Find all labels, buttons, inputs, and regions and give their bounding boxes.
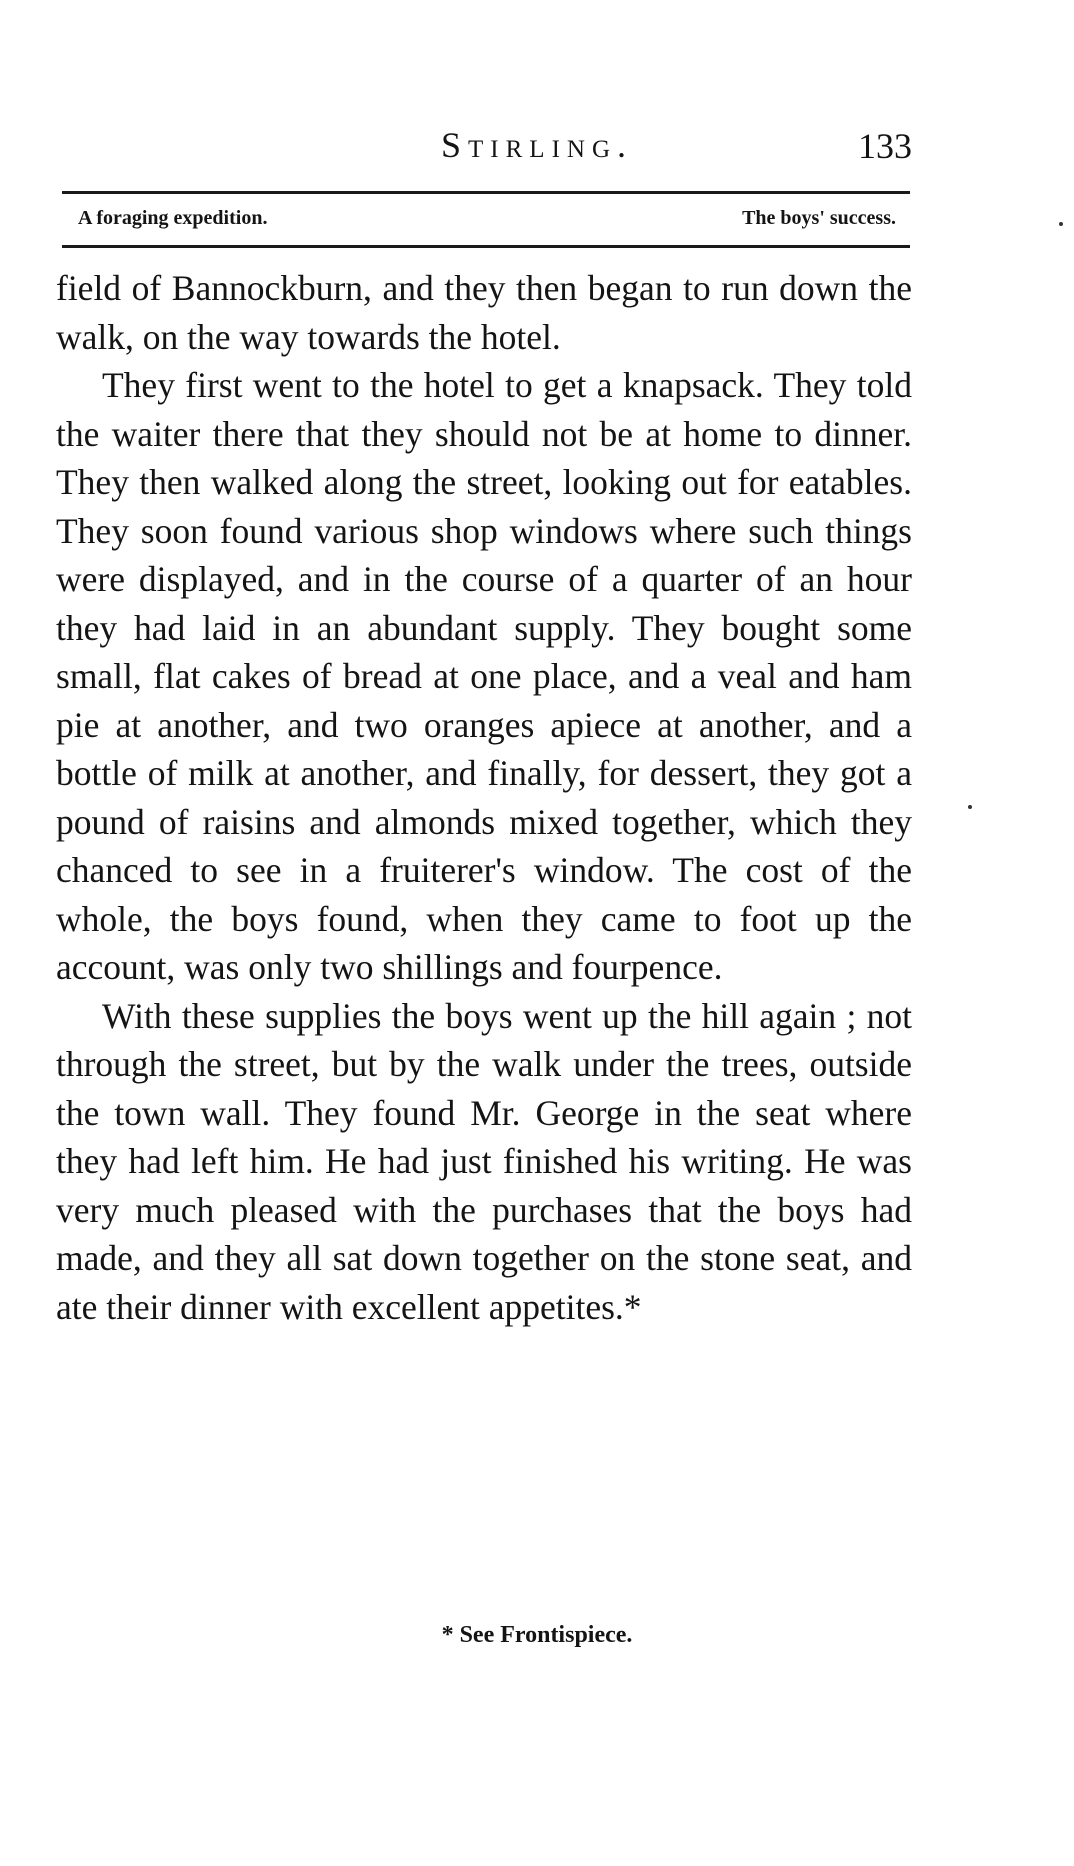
paragraph-continued: field of Bannockburn, and they then began to run down the walk, on the way towards the hotel.	[56, 268, 912, 357]
footnote: * See Frontispiece.	[441, 1622, 633, 1648]
print-speck	[1059, 222, 1063, 226]
header-rule-bottom	[62, 245, 910, 248]
header-rule-top	[62, 191, 910, 194]
marginal-note-left: A foraging expedition.	[78, 207, 268, 229]
paragraph: They first went to the hotel to get a knapsack. They told the waiter there that they should not be at home to dinner. They then walked along the street, looking out for eatables. They soon found various shop windows where such things were displayed, and in the course of a quarter of an hour they had laid in an abundant supply. They bought some small, flat cakes of bread at one place, and a veal and ham pie at another, and two oranges apiece at another, and a bottle of milk at another, and finally, for dessert, they got a pound of raisins and almonds mixed together, which they chanced to see in a fruiterer's window. The cost of the whole, the boys found, when they came to foot up the account, was only two shillings and fourpence.	[56, 365, 912, 987]
page-number: 133	[858, 126, 912, 166]
marginal-note-right: The boys' success.	[742, 207, 896, 229]
body-text	[56, 264, 912, 1331]
paragraph: With these supplies the boys went up the hill again ; not through the street, but by the walk under the trees, outside the town wall. They found Mr. George in the seat where they had left him. He had just finished his writing. He was very much pleased with the purchases that the boys had made, and they all sat down together on the stone seat, and ate their dinner with excellent appetites.*	[56, 995, 912, 1327]
print-speck	[968, 805, 972, 809]
running-title: Stirling.	[441, 125, 633, 165]
